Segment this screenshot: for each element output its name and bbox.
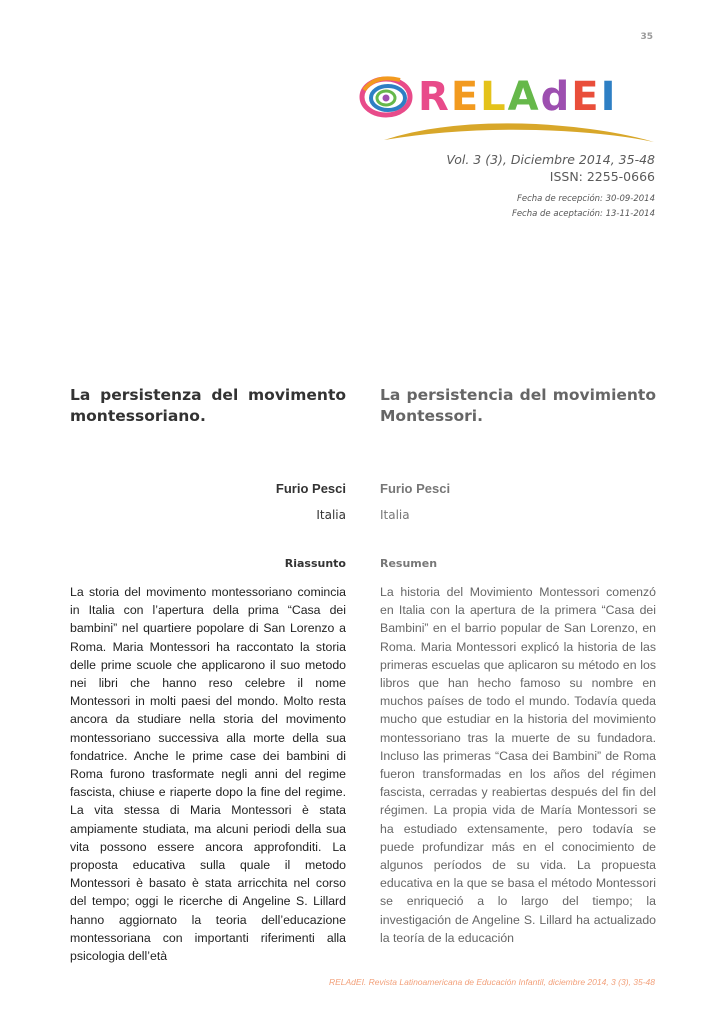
country-italian: Italia <box>316 508 346 522</box>
author-spanish: Furio Pesci <box>380 481 451 496</box>
accepted-date: Fecha de aceptación: 13-11-2014 <box>511 209 655 219</box>
logo-letter: R <box>418 74 451 120</box>
logo-letter: d <box>540 74 572 120</box>
author-italian: Furio Pesci <box>275 481 346 496</box>
journal-info <box>446 152 655 222</box>
country-spanish: Italia <box>380 508 410 522</box>
volume-line: Vol. 3 (3), Diciembre 2014, 35-48 <box>446 152 655 167</box>
abstract-italian: La storia del movimento montessoriano comincia in Italia con l’apertura della prima “Casa dei bambini” nel quartiere popolare di San Lorenzo a Roma. Maria Montessori ha raccontato la storia delle prime scuole che applicarono il suo metodo nei libri che hanno reso celebre il nome Montessori in molti paesi del mondo. Molto resta ancora da studiare nella storia del movimento montessoriano successiva alla morte della sua fondatrice. Anche le prime case dei bambini di Roma furono trasformate negli anni del regime fascista, chiuse e riaperte dopo la fine del regime. La vita stessa di Maria Montessori è stata ampiamente studiata, ma alcuni periodi della sua vita possono essere ancora approfonditi. La proposta educativa sulla quale il metodo Montessori è basato è stata arricchita nel corso del tempo; oggi le ricerche di Angeline S. Lillard hanno aggiornato la teoria dell’educazione montessoriana con importanti riferimenti alla psicologia dell’età <box>70 585 346 964</box>
logo-letter: A <box>507 74 541 120</box>
received-date: Fecha de recepción: 30-09-2014 <box>516 194 655 204</box>
title-spanish: La persistencia del movimiento Montessori. <box>380 386 656 425</box>
page-number: 35 <box>640 32 653 42</box>
journal-logo <box>356 70 656 150</box>
logo-letter: E <box>450 74 481 120</box>
logo-letter: L <box>480 74 508 120</box>
logo-letter: E <box>571 74 601 120</box>
abstract-heading-spanish: Resumen <box>380 557 438 570</box>
abstract-heading-italian: Riassunto <box>284 557 346 570</box>
issn-line: ISSN: 2255-0666 <box>549 169 655 184</box>
abstract-spanish: La historia del Movimiento Montessori comenzó en Italia con la apertura de la primera “Casa dei Bambini” en el barrio popular de San Lorenzo, en Roma. Maria Montessori explicó la historia de las primeras escuelas que aplicaron su método en los libros que han hecho famoso su nombre en muchos países de todo el mundo. Todavía queda mucho que estudiar en la historia del movimiento montessoriano tras la muerte de su fundadora. Incluso las primeras “Casa dei Bambini” de Roma fueron transformadas en los años del régimen fascista, cerradas y reabiertas después del fin del régimen. La propia vida de María Montessori se ha estudiado extensamente, pero todavía se puede profundizar más en el conocimiento de algunos períodos de su vida. La propuesta educativa en la que se basa el método Montessori se enriqueció a lo largo del tiempo; la investigación de Angeline S. Lillard ha actualizado la teoría de la educación <box>380 585 656 945</box>
page-footer: RELAdEI. Revista Latinoamericana de Educación Infantil, diciembre 2014, 3 (3), 35-48 <box>328 977 655 987</box>
logo-letter: I <box>600 74 618 120</box>
title-italian: La persistenza del movimento montessoriano. <box>70 386 346 425</box>
logo-text <box>418 74 617 120</box>
